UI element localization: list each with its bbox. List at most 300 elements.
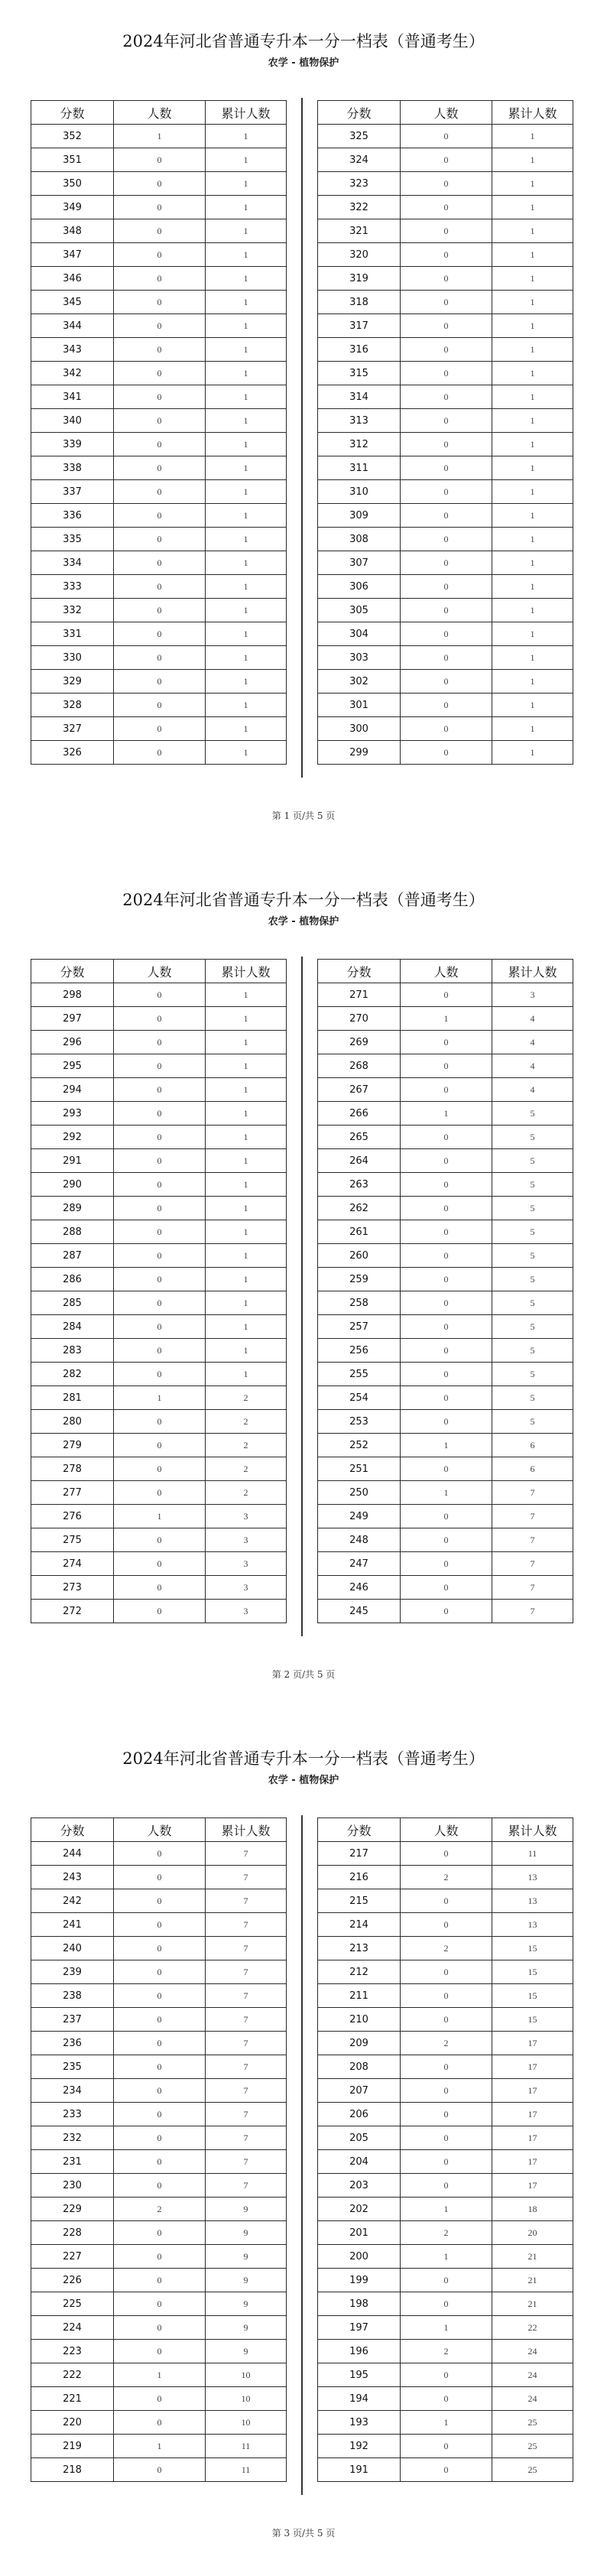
score-cell: 210	[318, 2008, 401, 2032]
page-3	[0, 1717, 607, 2576]
score-cell: 195	[318, 2363, 401, 2387]
score-cell: 294	[31, 1078, 114, 1102]
table-row	[31, 267, 287, 291]
cumulative-cell: 6	[492, 1434, 573, 1457]
column-divider	[301, 957, 303, 1636]
table-header-row	[318, 101, 573, 125]
cumulative-cell: 5	[492, 1268, 573, 1291]
table-row	[318, 694, 573, 717]
score-cell: 277	[31, 1481, 114, 1505]
count-cell: 0	[401, 1149, 492, 1173]
score-cell: 336	[31, 504, 114, 528]
count-cell: 0	[401, 1078, 492, 1102]
table-row	[31, 1552, 287, 1576]
cumulative-cell: 5	[492, 1339, 573, 1363]
table-row	[31, 694, 287, 717]
cumulative-cell: 7	[206, 2103, 287, 2126]
table-row	[318, 2387, 573, 2411]
score-cell: 271	[318, 983, 401, 1007]
count-cell: 0	[401, 1197, 492, 1220]
count-cell: 1	[401, 2316, 492, 2340]
score-cell: 232	[31, 2126, 114, 2150]
score-cell: 228	[31, 2221, 114, 2245]
score-cell: 233	[31, 2103, 114, 2126]
count-cell: 0	[114, 1984, 206, 2008]
table-row	[31, 2363, 287, 2387]
score-cell: 203	[318, 2174, 401, 2198]
table-row	[318, 1866, 573, 1889]
cumulative-cell: 1	[206, 622, 287, 646]
count-cell: 0	[114, 1600, 206, 1623]
score-cell: 304	[318, 622, 401, 646]
table-row	[318, 1410, 573, 1434]
table-row	[31, 2008, 287, 2032]
table-row	[318, 196, 573, 219]
score-table-left	[31, 1817, 287, 2482]
count-cell: 0	[401, 196, 492, 219]
table-row	[31, 646, 287, 670]
cumulative-cell: 1	[492, 717, 573, 741]
table-row	[31, 2269, 287, 2292]
table-row	[318, 551, 573, 575]
cumulative-cell: 4	[492, 1054, 573, 1078]
table-row	[31, 409, 287, 433]
table-row	[31, 2174, 287, 2198]
count-cell: 2	[401, 1866, 492, 1889]
score-cell: 326	[31, 741, 114, 765]
table-row	[31, 291, 287, 314]
score-cell: 219	[31, 2435, 114, 2458]
cumulative-cell: 1	[492, 267, 573, 291]
score-cell: 204	[318, 2150, 401, 2174]
count-cell: 0	[114, 1481, 206, 1505]
cumulative-cell: 9	[206, 2340, 287, 2363]
table-row	[318, 622, 573, 646]
count-cell: 0	[401, 551, 492, 575]
table-row	[31, 1984, 287, 2008]
table-row	[31, 1528, 287, 1552]
cumulative-cell: 7	[492, 1600, 573, 1623]
table-row	[318, 1197, 573, 1220]
score-cell: 286	[31, 1268, 114, 1291]
table-row	[318, 1434, 573, 1457]
table-row	[318, 1552, 573, 1576]
count-cell: 0	[401, 1386, 492, 1410]
score-cell: 267	[318, 1078, 401, 1102]
page-title: 2024年河北省普通专升本一分一档表（普通考生）	[122, 1749, 485, 1768]
cumulative-cell: 13	[492, 1889, 573, 1913]
table-row	[318, 2292, 573, 2316]
score-cell: 274	[31, 1552, 114, 1576]
cumulative-cell: 21	[492, 2269, 573, 2292]
table-row	[318, 717, 573, 741]
cumulative-cell: 5	[492, 1315, 573, 1339]
score-cell: 235	[31, 2055, 114, 2079]
score-cell: 325	[318, 125, 401, 148]
count-cell: 0	[114, 2387, 206, 2411]
table-row	[31, 196, 287, 219]
score-cell: 331	[31, 622, 114, 646]
score-cell: 230	[31, 2174, 114, 2198]
page-footer: 第 3 页/共 5 页	[271, 2528, 336, 2539]
cumulative-cell: 9	[206, 2198, 287, 2221]
cumulative-cell: 1	[206, 148, 287, 172]
score-cell: 312	[318, 433, 401, 456]
count-cell: 0	[114, 1220, 206, 1244]
score-cell: 199	[318, 2269, 401, 2292]
cumulative-cell: 10	[206, 2363, 287, 2387]
score-cell: 247	[318, 1552, 401, 1576]
score-cell: 223	[31, 2340, 114, 2363]
score-table-left	[31, 959, 287, 1623]
count-cell: 0	[114, 1339, 206, 1363]
count-cell: 0	[401, 1889, 492, 1913]
table-row	[31, 385, 287, 409]
count-cell: 2	[401, 2340, 492, 2363]
score-cell: 313	[318, 409, 401, 433]
cumulative-cell: 1	[492, 599, 573, 622]
column-header-count: 人数	[114, 1818, 206, 1842]
cumulative-cell: 7	[492, 1528, 573, 1552]
table-row	[318, 1457, 573, 1481]
table-row	[31, 2435, 287, 2458]
count-cell: 1	[401, 2198, 492, 2221]
table-row	[318, 2245, 573, 2269]
score-cell: 252	[318, 1434, 401, 1457]
count-cell: 0	[401, 528, 492, 551]
count-cell: 0	[114, 2458, 206, 2482]
cumulative-cell: 25	[492, 2411, 573, 2435]
count-cell: 0	[114, 599, 206, 622]
count-cell: 0	[401, 1505, 492, 1528]
table-row	[318, 504, 573, 528]
count-cell: 0	[401, 1913, 492, 1937]
table-row	[318, 1339, 573, 1363]
table-row	[318, 646, 573, 670]
cumulative-cell: 2	[206, 1457, 287, 1481]
score-cell: 310	[318, 480, 401, 504]
table-row	[31, 504, 287, 528]
column-header-score: 分数	[318, 101, 401, 125]
count-cell: 0	[114, 267, 206, 291]
score-cell: 305	[318, 599, 401, 622]
cumulative-cell: 1	[206, 1363, 287, 1386]
table-row	[31, 1889, 287, 1913]
table-row	[31, 2387, 287, 2411]
table-row	[318, 433, 573, 456]
column-header-count: 人数	[114, 101, 206, 125]
table-row	[318, 1244, 573, 1268]
cumulative-cell: 1	[206, 196, 287, 219]
score-cell: 254	[318, 1386, 401, 1410]
score-cell: 268	[318, 1054, 401, 1078]
table-row	[31, 1173, 287, 1197]
cumulative-cell: 5	[492, 1173, 573, 1197]
score-cell: 296	[31, 1031, 114, 1054]
table-row	[318, 1102, 573, 1126]
score-cell: 239	[31, 1960, 114, 1984]
cumulative-cell: 1	[206, 1149, 287, 1173]
page-subtitle: 农学 - 植物保护	[268, 57, 339, 69]
count-cell: 0	[114, 1842, 206, 1866]
table-row	[31, 1363, 287, 1386]
table-row	[318, 1528, 573, 1552]
score-cell: 338	[31, 456, 114, 480]
cumulative-cell: 1	[492, 504, 573, 528]
score-cell: 193	[318, 2411, 401, 2435]
page-footer: 第 2 页/共 5 页	[271, 1669, 336, 1680]
count-cell: 0	[114, 1268, 206, 1291]
score-cell: 243	[31, 1866, 114, 1889]
score-cell: 306	[318, 575, 401, 599]
cumulative-cell: 7	[206, 1866, 287, 1889]
cumulative-cell: 1	[206, 456, 287, 480]
table-row	[318, 1913, 573, 1937]
count-cell: 0	[114, 1434, 206, 1457]
score-cell: 198	[318, 2292, 401, 2316]
score-cell: 300	[318, 717, 401, 741]
count-cell: 0	[114, 433, 206, 456]
count-cell: 0	[401, 2126, 492, 2150]
table-row	[318, 2150, 573, 2174]
table-row	[31, 2126, 287, 2150]
score-cell: 245	[318, 1600, 401, 1623]
table-row	[318, 1505, 573, 1528]
count-cell: 0	[114, 1102, 206, 1126]
cumulative-cell: 1	[206, 243, 287, 267]
score-cell: 315	[318, 362, 401, 385]
table-row	[318, 338, 573, 362]
cumulative-cell: 13	[492, 1866, 573, 1889]
count-cell: 0	[401, 2079, 492, 2103]
cumulative-cell: 1	[492, 456, 573, 480]
count-cell: 1	[114, 2363, 206, 2387]
column-header-cumulative: 累计人数	[492, 101, 573, 125]
count-cell: 0	[401, 1363, 492, 1386]
cumulative-cell: 3	[492, 983, 573, 1007]
table-row	[31, 1291, 287, 1315]
count-cell: 0	[401, 433, 492, 456]
cumulative-cell: 4	[492, 1031, 573, 1054]
cumulative-cell: 5	[492, 1244, 573, 1268]
count-cell: 0	[401, 2292, 492, 2316]
count-cell: 1	[401, 2245, 492, 2269]
score-cell: 225	[31, 2292, 114, 2316]
cumulative-cell: 15	[492, 1937, 573, 1960]
count-cell: 0	[114, 1126, 206, 1149]
cumulative-cell: 1	[206, 528, 287, 551]
cumulative-cell: 1	[206, 1102, 287, 1126]
score-cell: 324	[318, 148, 401, 172]
score-cell: 322	[318, 196, 401, 219]
count-cell: 0	[401, 291, 492, 314]
table-row	[318, 983, 573, 1007]
score-cell: 340	[31, 409, 114, 433]
count-cell: 0	[401, 219, 492, 243]
score-cell: 240	[31, 1937, 114, 1960]
score-cell: 345	[31, 291, 114, 314]
cumulative-cell: 1	[206, 338, 287, 362]
table-row	[31, 1007, 287, 1031]
count-cell: 0	[114, 314, 206, 338]
cumulative-cell: 1	[492, 433, 573, 456]
count-cell: 0	[114, 2055, 206, 2079]
column-header-count: 人数	[401, 101, 492, 125]
count-cell: 0	[401, 1268, 492, 1291]
count-cell: 0	[114, 196, 206, 219]
count-cell: 0	[401, 2103, 492, 2126]
cumulative-cell: 7	[206, 1913, 287, 1937]
table-row	[31, 2198, 287, 2221]
table-row	[31, 528, 287, 551]
table-row	[31, 1457, 287, 1481]
table-row	[318, 528, 573, 551]
column-header-cumulative: 累计人数	[492, 1818, 573, 1842]
count-cell: 0	[401, 362, 492, 385]
table-row	[318, 1126, 573, 1149]
column-header-score: 分数	[31, 101, 114, 125]
score-cell: 299	[318, 741, 401, 765]
column-header-score: 分数	[31, 960, 114, 983]
table-row	[31, 1576, 287, 1600]
cumulative-cell: 3	[206, 1552, 287, 1576]
cumulative-cell: 17	[492, 2150, 573, 2174]
table-body	[31, 983, 287, 1623]
table-header-row	[31, 1818, 287, 1842]
table-row	[318, 599, 573, 622]
cumulative-cell: 1	[206, 1054, 287, 1078]
table-row	[318, 2103, 573, 2126]
count-cell: 0	[401, 2055, 492, 2079]
score-cell: 289	[31, 1197, 114, 1220]
count-cell: 0	[114, 1960, 206, 1984]
table-row	[318, 2269, 573, 2292]
table-row	[318, 243, 573, 267]
cumulative-cell: 7	[492, 1505, 573, 1528]
table-row	[318, 2435, 573, 2458]
cumulative-cell: 7	[206, 2174, 287, 2198]
count-cell: 0	[401, 983, 492, 1007]
score-cell: 202	[318, 2198, 401, 2221]
table-row	[318, 409, 573, 433]
count-cell: 0	[401, 1984, 492, 2008]
score-cell: 260	[318, 1244, 401, 1268]
count-cell: 0	[114, 1552, 206, 1576]
count-cell: 0	[401, 2174, 492, 2198]
table-row	[318, 172, 573, 196]
score-cell: 339	[31, 433, 114, 456]
count-cell: 0	[401, 1126, 492, 1149]
count-cell: 0	[401, 409, 492, 433]
count-cell: 1	[401, 1434, 492, 1457]
score-cell: 291	[31, 1149, 114, 1173]
count-cell: 0	[401, 1528, 492, 1552]
score-cell: 278	[31, 1457, 114, 1481]
score-cell: 341	[31, 385, 114, 409]
count-cell: 2	[114, 2198, 206, 2221]
cumulative-cell: 6	[492, 1457, 573, 1481]
count-cell: 1	[401, 2411, 492, 2435]
score-cell: 311	[318, 456, 401, 480]
count-cell: 0	[114, 1576, 206, 1600]
count-cell: 0	[401, 1600, 492, 1623]
cumulative-cell: 1	[206, 575, 287, 599]
cumulative-cell: 2	[206, 1481, 287, 1505]
table-row	[318, 2055, 573, 2079]
score-cell: 301	[318, 694, 401, 717]
count-cell: 2	[401, 2032, 492, 2055]
count-cell: 0	[114, 2126, 206, 2150]
column-divider	[301, 98, 303, 778]
cumulative-cell: 1	[206, 504, 287, 528]
score-cell: 284	[31, 1315, 114, 1339]
cumulative-cell: 2	[206, 1434, 287, 1457]
score-cell: 350	[31, 172, 114, 196]
score-cell: 221	[31, 2387, 114, 2411]
count-cell: 0	[401, 2363, 492, 2387]
cumulative-cell: 10	[206, 2387, 287, 2411]
column-header-score: 分数	[31, 1818, 114, 1842]
cumulative-cell: 1	[206, 1315, 287, 1339]
count-cell: 0	[114, 2079, 206, 2103]
score-cell: 220	[31, 2411, 114, 2435]
table-row	[31, 551, 287, 575]
count-cell: 0	[401, 504, 492, 528]
cumulative-cell: 7	[206, 1937, 287, 1960]
score-cell: 319	[318, 267, 401, 291]
score-cell: 318	[318, 291, 401, 314]
count-cell: 0	[401, 2269, 492, 2292]
score-table-right	[317, 959, 573, 1623]
cumulative-cell: 1	[492, 219, 573, 243]
table-row	[318, 1842, 573, 1866]
count-cell: 0	[401, 243, 492, 267]
table-body	[31, 1842, 287, 2482]
table-row	[318, 1600, 573, 1623]
score-cell: 216	[318, 1866, 401, 1889]
table-row	[31, 622, 287, 646]
cumulative-cell: 1	[492, 314, 573, 338]
score-cell: 249	[318, 1505, 401, 1528]
table-row	[318, 1984, 573, 2008]
score-cell: 215	[318, 1889, 401, 1913]
table-row	[31, 1220, 287, 1244]
count-cell: 0	[114, 172, 206, 196]
table-row	[31, 2103, 287, 2126]
cumulative-cell: 1	[492, 741, 573, 765]
score-cell: 256	[318, 1339, 401, 1363]
cumulative-cell: 9	[206, 2292, 287, 2316]
cumulative-cell: 1	[206, 983, 287, 1007]
table-row	[31, 433, 287, 456]
score-cell: 257	[318, 1315, 401, 1339]
count-cell: 0	[401, 1291, 492, 1315]
score-cell: 349	[31, 196, 114, 219]
cumulative-cell: 18	[492, 2198, 573, 2221]
count-cell: 0	[401, 125, 492, 148]
cumulative-cell: 1	[206, 480, 287, 504]
count-cell: 0	[114, 694, 206, 717]
score-cell: 332	[31, 599, 114, 622]
cumulative-cell: 17	[492, 2079, 573, 2103]
cumulative-cell: 1	[492, 125, 573, 148]
score-cell: 272	[31, 1600, 114, 1623]
count-cell: 0	[114, 2221, 206, 2245]
cumulative-cell: 5	[492, 1102, 573, 1126]
count-cell: 0	[114, 2292, 206, 2316]
score-cell: 259	[318, 1268, 401, 1291]
table-row	[31, 338, 287, 362]
